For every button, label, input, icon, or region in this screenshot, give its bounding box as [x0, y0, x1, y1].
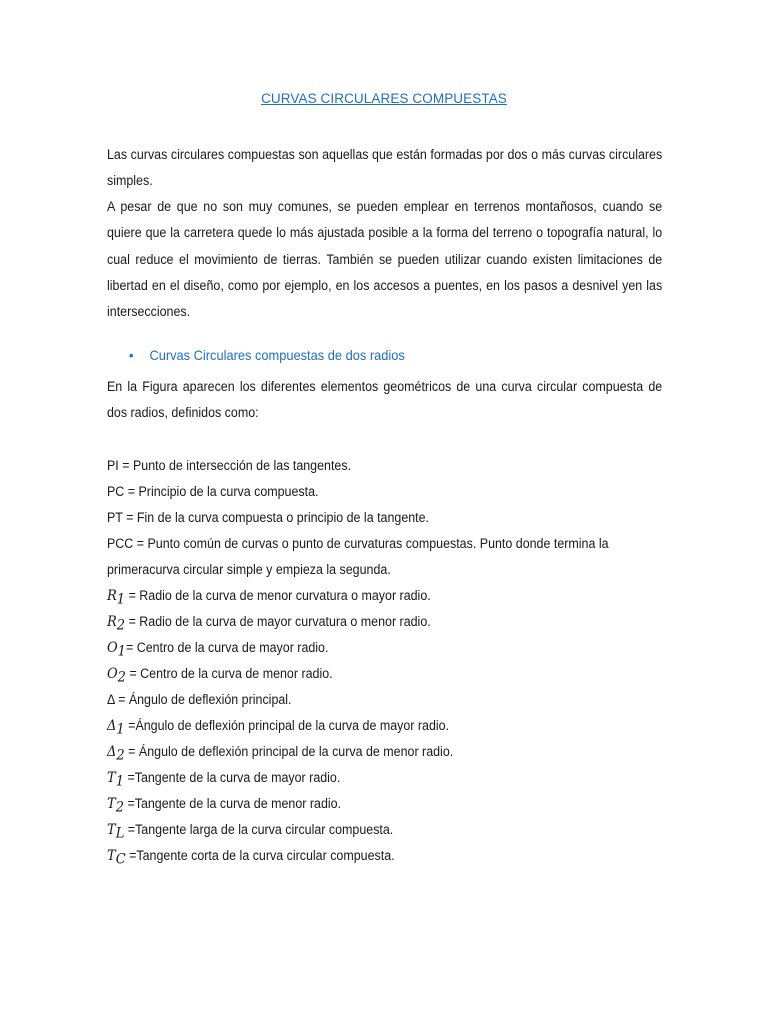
math-subscript: L	[115, 825, 125, 842]
definition-text: =Ángulo de deflexión principal de la curva de mayor radio.	[124, 718, 450, 733]
definition-text: PI = Punto de intersección de las tangentes.	[107, 458, 352, 473]
math-subscript: 1	[115, 773, 124, 790]
math-subscript: C	[115, 851, 126, 868]
definition-text: =Tangente larga de la curva circular compuesta.	[124, 822, 394, 837]
math-symbol: T	[107, 770, 116, 786]
definition-item	[107, 479, 665, 505]
definition-text: PCC = Punto común de curvas o punto de curvaturas compuestas. Punto donde termina la primeracurva circular simple y empieza la segunda.	[107, 536, 609, 577]
definition-item	[107, 687, 665, 713]
definition-item	[107, 609, 665, 635]
definition-item	[107, 713, 665, 739]
math-subscript: 2	[115, 799, 124, 816]
definition-item	[107, 505, 665, 531]
definitions-list	[107, 453, 665, 869]
definition-item	[107, 843, 665, 869]
math-subscript: 2	[116, 747, 125, 764]
math-symbol: Δ	[107, 744, 117, 760]
definition-item	[107, 635, 665, 661]
definition-text: = Radio de la curva de mayor curvatura o menor radio.	[125, 614, 431, 629]
math-subscript: 2	[117, 669, 126, 686]
math-subscript: 1	[116, 721, 125, 738]
definition-text: =Tangente de la curva de mayor radio.	[123, 770, 341, 785]
definition-item	[107, 453, 665, 479]
definition-item	[107, 791, 665, 817]
definition-text: = Centro de la curva de mayor radio.	[125, 640, 329, 655]
section-bullet-heading	[129, 348, 405, 363]
bullet-icon: •	[129, 348, 134, 363]
math-symbol: O	[107, 640, 118, 656]
definition-item	[107, 583, 665, 609]
document-title: CURVAS CIRCULARES COMPUESTAS	[261, 91, 507, 106]
definition-item	[107, 817, 665, 843]
definition-text: PT = Fin de la curva compuesta o principio de la tangente.	[107, 510, 430, 525]
math-subscript: 1	[117, 643, 126, 660]
math-symbol: T	[107, 848, 116, 864]
definition-text: Δ = Ángulo de deflexión principal.	[107, 692, 292, 707]
math-symbol: R	[107, 614, 117, 630]
definition-text: =Tangente de la curva de menor radio.	[123, 796, 342, 811]
figure-intro-paragraph: En la Figura aparecen los diferentes elementos geométricos de una curva circular compuesta de dos radios, definidos como:	[107, 379, 663, 421]
definition-text: = Centro de la curva de menor radio.	[125, 666, 333, 681]
math-symbol: Δ	[107, 718, 117, 734]
math-symbol: T	[107, 796, 116, 812]
definition-item	[107, 661, 665, 687]
definition-text: = Radio de la curva de menor curvatura o mayor radio.	[125, 588, 431, 603]
math-symbol: R	[107, 588, 117, 604]
bullet-heading-text: Curvas Circulares compuestas de dos radios	[149, 348, 405, 363]
intro-paragraph: Las curvas circulares compuestas son aquellas que están formadas por dos o más curvas circulares simples.	[107, 147, 663, 189]
math-symbol: O	[107, 666, 118, 682]
definition-text: =Tangente corta de la curva circular compuesta.	[125, 848, 395, 863]
definition-text: = Ángulo de deflexión principal de la curva de menor radio.	[124, 744, 454, 759]
math-subscript: 2	[116, 617, 126, 634]
math-subscript: 1	[116, 591, 126, 608]
definition-item	[107, 739, 665, 765]
definition-item	[107, 765, 665, 791]
math-symbol: T	[107, 822, 116, 838]
definition-text: PC = Principio de la curva compuesta.	[107, 484, 319, 499]
usage-paragraph: A pesar de que no son muy comunes, se pueden emplear en terrenos montañosos, cuando se quiere que la carretera quede lo más ajustada posible a la forma del terreno o topografía natural, lo cual reduce el movimiento de tierras. También se pueden utilizar cuando existen limitaciones de libertad en el diseño, como por ejemplo, en los accesos a puentes, en los pasos a desnivel yen las intersecciones.	[107, 199, 663, 320]
definition-item	[107, 531, 628, 583]
